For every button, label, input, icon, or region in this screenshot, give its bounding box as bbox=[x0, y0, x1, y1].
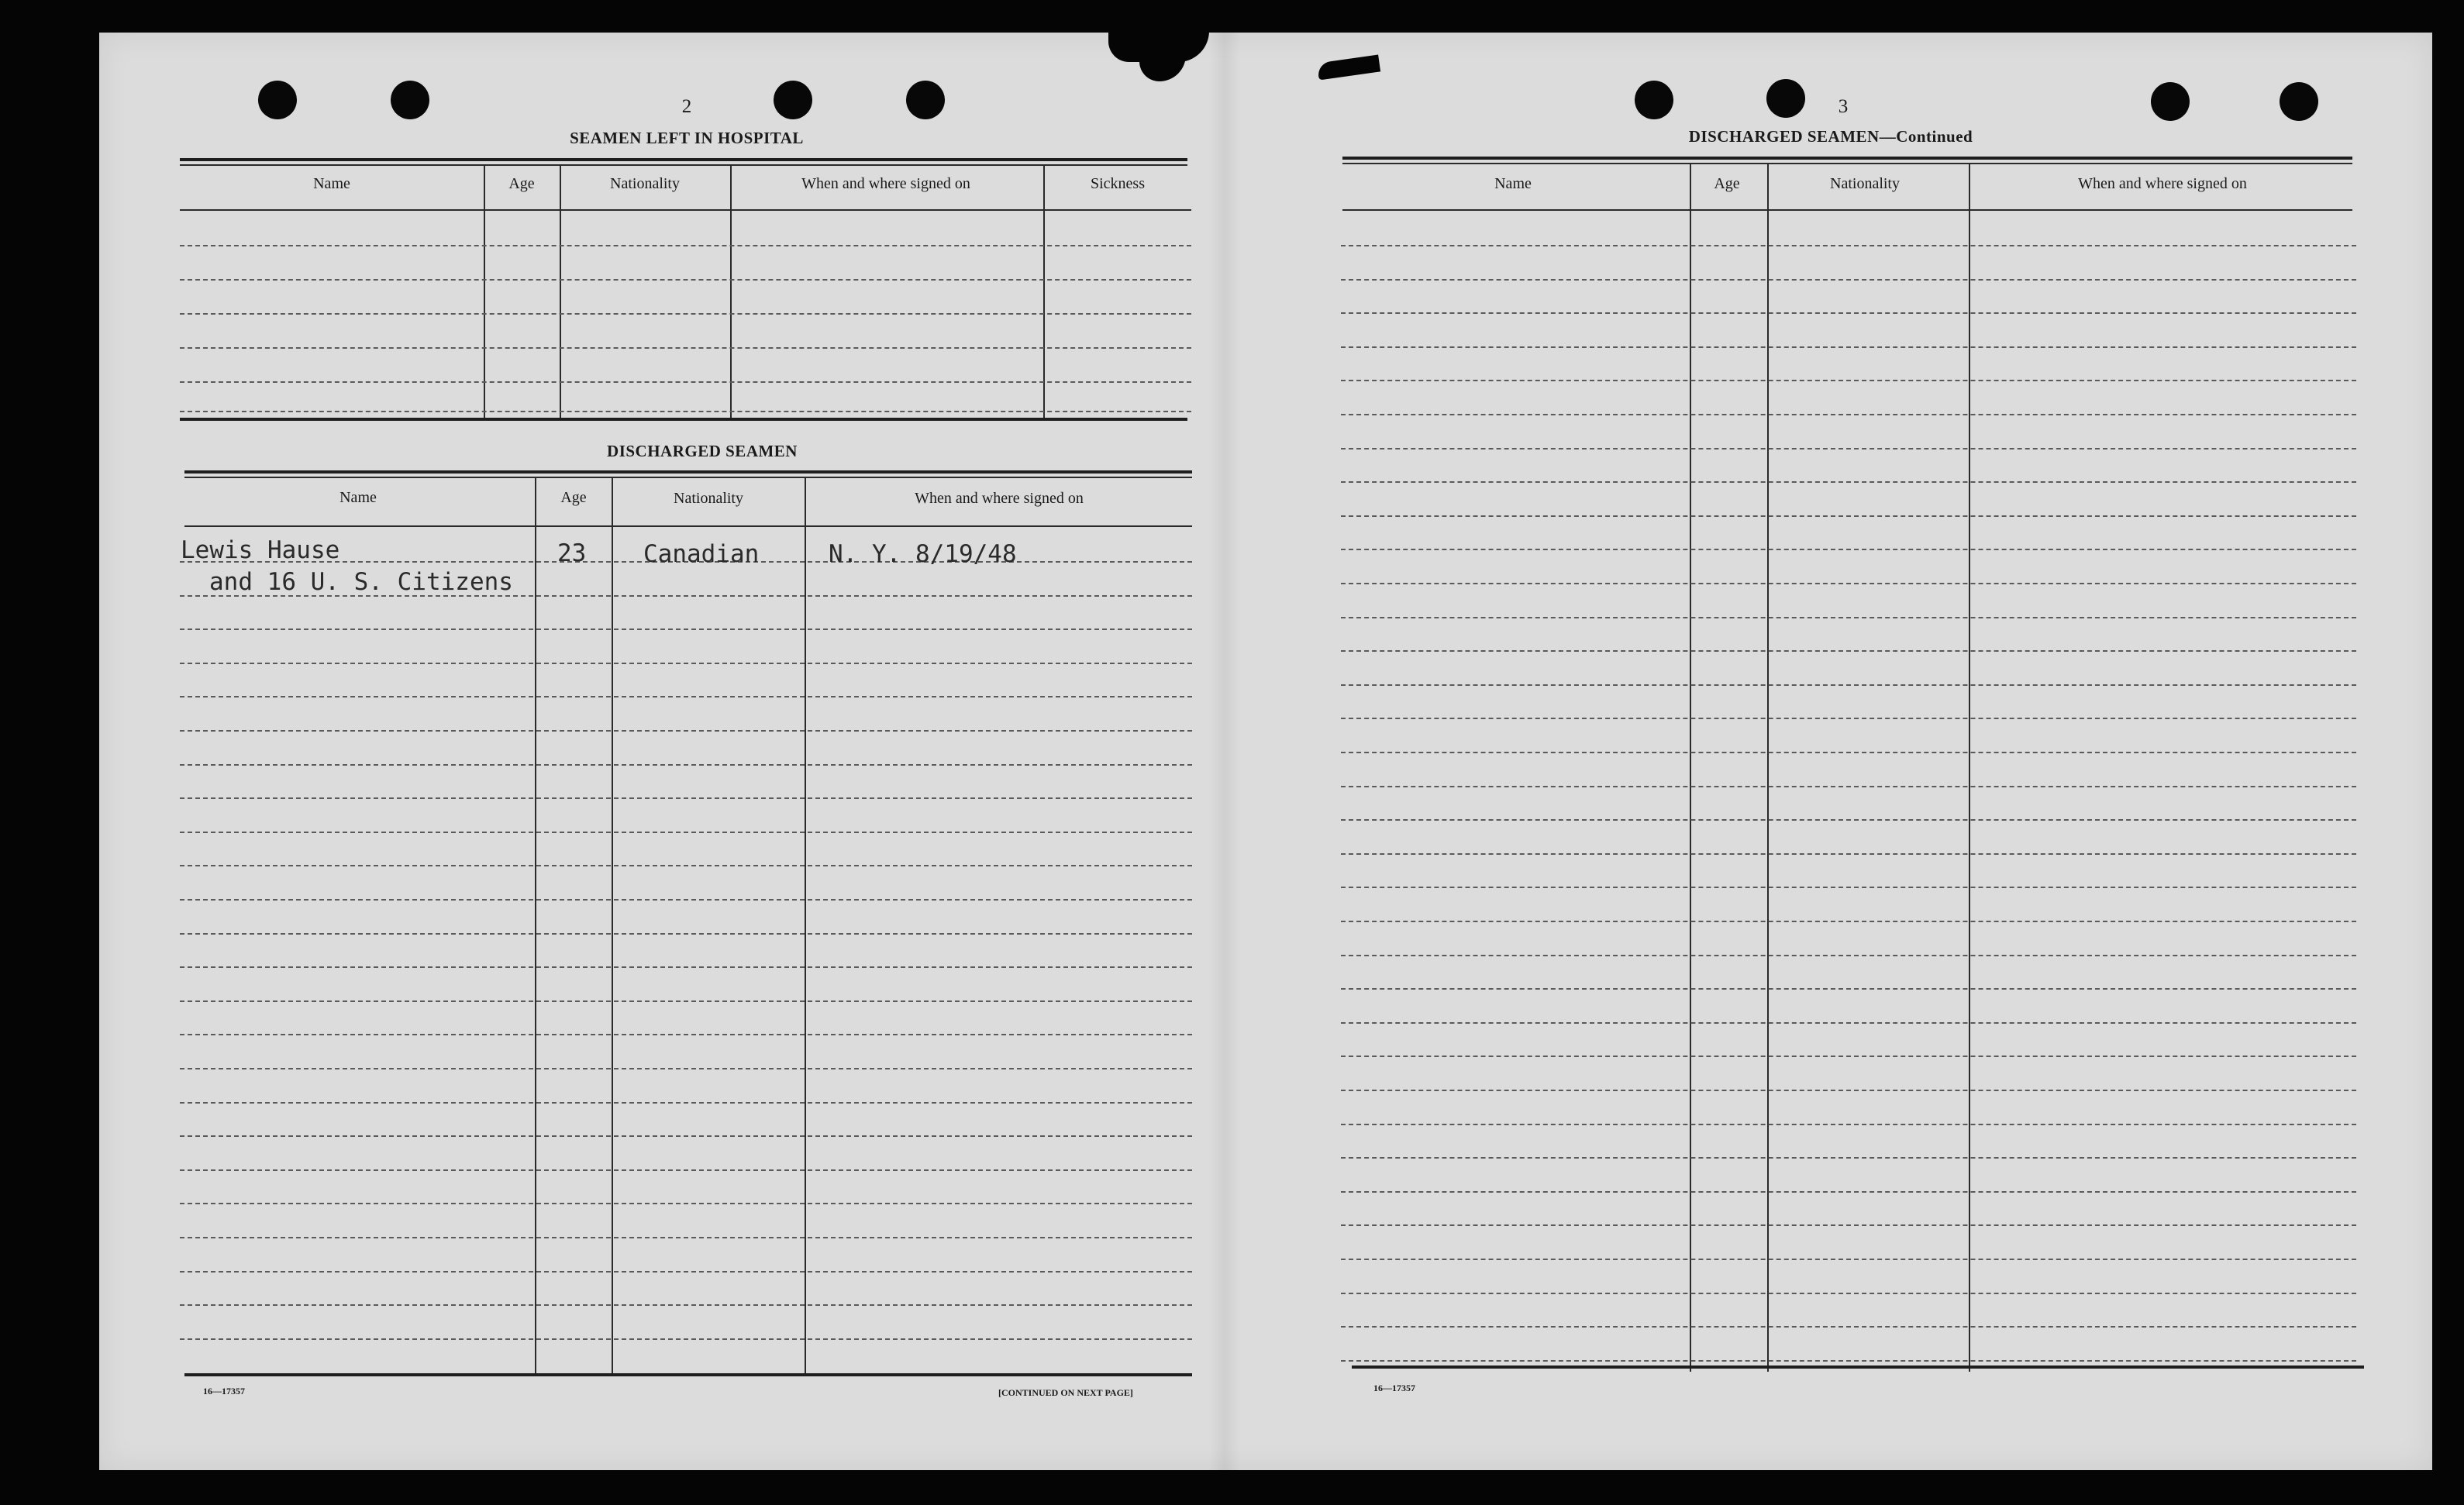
discharged-row-rule bbox=[180, 899, 1192, 901]
discharged-row-rule bbox=[180, 696, 1192, 697]
discharged-row-rule bbox=[180, 966, 1192, 968]
column-header-signed-on: When and where signed on bbox=[915, 490, 1084, 507]
continued-table-top bbox=[1342, 157, 2352, 160]
continued-row-rule bbox=[1341, 752, 2356, 753]
column-header-age: Age bbox=[508, 175, 535, 192]
column-header-age: Age bbox=[560, 489, 587, 506]
continued-row-rule bbox=[1341, 1022, 2356, 1024]
continued-col-divider bbox=[1969, 163, 1970, 1372]
continued-row-rule bbox=[1341, 346, 2356, 348]
discharged-row-rule bbox=[180, 1271, 1192, 1273]
discharged-row-rule bbox=[180, 663, 1192, 664]
continued-row-rule bbox=[1341, 786, 2356, 787]
column-header-age: Age bbox=[1714, 175, 1740, 192]
discharged-col-divider bbox=[612, 477, 613, 1376]
entry-name: Lewis Hause bbox=[181, 536, 340, 564]
discharged-row-rule bbox=[180, 1135, 1192, 1137]
continued-row-rule bbox=[1341, 887, 2356, 888]
discharged-table-top bbox=[184, 470, 1192, 474]
discharged-row-rule bbox=[180, 629, 1192, 630]
discharged-row-rule bbox=[180, 797, 1192, 799]
discharged-table-bottom bbox=[184, 1373, 1192, 1376]
continued-row-rule bbox=[1341, 414, 2356, 415]
continued-row-rule bbox=[1341, 583, 2356, 584]
punch-hole bbox=[906, 81, 945, 119]
column-header-sickness: Sickness bbox=[1091, 175, 1145, 192]
discharged-table-top-inner bbox=[184, 477, 1192, 478]
continued-row-rule bbox=[1341, 617, 2356, 618]
continued-row-rule bbox=[1341, 515, 2356, 517]
continued-row-rule bbox=[1341, 1191, 2356, 1193]
discharged-col-divider bbox=[805, 477, 806, 1376]
discharged-row-rule bbox=[180, 832, 1192, 833]
continued-row-rule bbox=[1341, 1326, 2356, 1328]
hospital-header-rule bbox=[180, 209, 1191, 211]
continued-row-rule bbox=[1341, 921, 2356, 922]
discharged-section-title: DISCHARGED SEAMEN bbox=[607, 442, 798, 460]
hospital-row-rule bbox=[180, 245, 1191, 246]
continued-row-rule bbox=[1341, 448, 2356, 449]
column-header-name: Name bbox=[339, 489, 377, 506]
discharged-row-rule bbox=[180, 1000, 1192, 1002]
continued-row-rule bbox=[1341, 650, 2356, 652]
continued-table-top-inner bbox=[1342, 163, 2352, 164]
hospital-row-rule bbox=[180, 381, 1191, 383]
continued-row-rule bbox=[1341, 1293, 2356, 1294]
discharged-row-rule bbox=[180, 1169, 1192, 1171]
punch-hole bbox=[774, 81, 812, 119]
entry-nationality: Canadian bbox=[643, 540, 760, 568]
continued-row-rule bbox=[1341, 853, 2356, 855]
continued-row-rule bbox=[1341, 279, 2356, 281]
continued-row-rule bbox=[1341, 312, 2356, 314]
continued-row-rule bbox=[1341, 1090, 2356, 1091]
continued-header-rule bbox=[1342, 209, 2352, 211]
punch-hole bbox=[258, 81, 297, 119]
page-number: 3 bbox=[1838, 96, 1849, 117]
discharged-row-rule bbox=[180, 1237, 1192, 1238]
hospital-row-rule bbox=[180, 313, 1191, 315]
continued-row-rule bbox=[1341, 245, 2356, 246]
discharged-row-rule bbox=[180, 1203, 1192, 1204]
discharged-row-rule bbox=[180, 865, 1192, 866]
continued-row-rule bbox=[1341, 1124, 2356, 1125]
discharged-header-rule bbox=[184, 525, 1192, 527]
punch-hole bbox=[1635, 81, 1673, 119]
page-number: 2 bbox=[681, 96, 692, 117]
discharged-row-rule bbox=[180, 764, 1192, 766]
column-header-nationality: Nationality bbox=[1830, 175, 1900, 192]
continued-row-rule bbox=[1341, 1259, 2356, 1260]
discharged-row-rule bbox=[180, 730, 1192, 732]
column-header-nationality: Nationality bbox=[674, 490, 743, 507]
punch-hole bbox=[1766, 79, 1805, 118]
punch-hole bbox=[391, 81, 429, 119]
hospital-row-rule bbox=[180, 347, 1191, 349]
continued-col-divider bbox=[1690, 163, 1691, 1372]
hospital-row-rule bbox=[180, 411, 1191, 412]
discharged-row-rule bbox=[180, 1068, 1192, 1069]
discharged-row-rule bbox=[180, 1304, 1192, 1306]
continued-table-bottom bbox=[1352, 1366, 2364, 1369]
hospital-table-top bbox=[180, 158, 1187, 161]
hospital-col-divider bbox=[730, 164, 732, 418]
discharged-row-rule bbox=[180, 933, 1192, 935]
hospital-row-rule bbox=[180, 279, 1191, 281]
continued-section-title: DISCHARGED SEAMEN—Continued bbox=[1688, 127, 1973, 146]
continued-row-rule bbox=[1341, 380, 2356, 381]
center-fold bbox=[1209, 33, 1240, 1470]
hospital-table-bottom bbox=[180, 418, 1187, 421]
entry-name: and 16 U. S. Citizens bbox=[209, 568, 513, 596]
column-header-signed-on: When and where signed on bbox=[801, 175, 970, 192]
continued-row-rule bbox=[1341, 481, 2356, 483]
continued-row-rule bbox=[1341, 1224, 2356, 1226]
hospital-col-divider bbox=[1043, 164, 1045, 418]
entry-signed-on: N. Y. 8/19/48 bbox=[829, 540, 1017, 568]
form-number: 16—17357 bbox=[203, 1386, 245, 1397]
continued-row-rule bbox=[1341, 955, 2356, 956]
column-header-signed-on: When and where signed on bbox=[2078, 175, 2247, 192]
column-header-name: Name bbox=[1494, 175, 1532, 192]
continued-row-rule bbox=[1341, 1360, 2356, 1362]
form-number: 16—17357 bbox=[1373, 1383, 1415, 1393]
discharged-row-rule bbox=[180, 1034, 1192, 1035]
continued-row-rule bbox=[1341, 549, 2356, 550]
hospital-section-title: SEAMEN LEFT IN HOSPITAL bbox=[570, 129, 804, 147]
continued-row-rule bbox=[1341, 1056, 2356, 1057]
entry-age: 23 bbox=[557, 539, 587, 567]
punch-hole bbox=[2151, 82, 2190, 121]
continued-note: [CONTINUED ON NEXT PAGE] bbox=[998, 1387, 1133, 1398]
continued-row-rule bbox=[1341, 684, 2356, 686]
discharged-row-rule bbox=[180, 1102, 1192, 1104]
continued-row-rule bbox=[1341, 988, 2356, 990]
continued-row-rule bbox=[1341, 1157, 2356, 1159]
column-header-nationality: Nationality bbox=[610, 175, 680, 192]
punch-hole bbox=[2280, 82, 2318, 121]
continued-row-rule bbox=[1341, 718, 2356, 719]
continued-row-rule bbox=[1341, 819, 2356, 821]
continued-col-divider bbox=[1767, 163, 1769, 1372]
hospital-table-top-inner bbox=[180, 164, 1187, 166]
column-header-name: Name bbox=[313, 175, 350, 192]
discharged-col-divider bbox=[535, 477, 536, 1376]
hospital-col-divider bbox=[484, 164, 485, 418]
hospital-col-divider bbox=[560, 164, 561, 418]
discharged-row-rule bbox=[180, 1338, 1192, 1340]
